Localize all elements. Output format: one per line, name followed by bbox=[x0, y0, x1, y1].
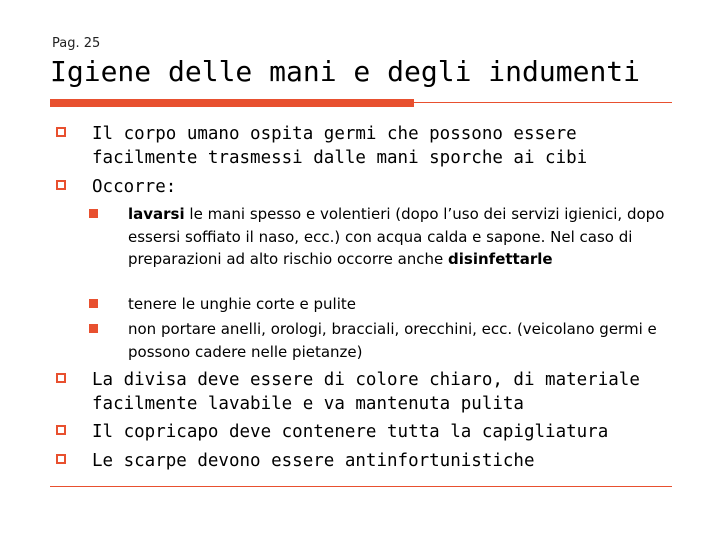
bullet-text: Le scarpe devono essere antinfortunistiche bbox=[92, 451, 535, 471]
hollow-square-bullet-icon bbox=[56, 180, 66, 190]
hollow-square-bullet-icon bbox=[56, 127, 66, 137]
hollow-square-bullet-icon bbox=[56, 373, 66, 383]
sub-bullet-bold-text: lavarsi bbox=[128, 205, 185, 223]
sub-bullet-text: non portare anelli, orologi, bracciali, orecchini, ecc. (veicolano germi e possono cadere nelle pietanze) bbox=[128, 320, 657, 361]
bullet-item bbox=[92, 368, 652, 416]
sub-bullet-bold-text: disinfettarle bbox=[448, 250, 553, 268]
bullet-text: Occorre: bbox=[92, 177, 177, 197]
sub-bullet-text: le mani spesso e volentieri (dopo l’uso dei servizi igienici, dopo essersi soffiato il naso, ecc.) con acqua calda e sapone. Nel caso di preparazioni ad alto rischio occorre anche bbox=[128, 205, 665, 268]
bullet-item bbox=[92, 449, 652, 473]
bullet-item bbox=[92, 420, 652, 444]
hollow-square-bullet-icon bbox=[56, 454, 66, 464]
bullet-text: Il corpo umano ospita germi che possono essere facilmente trasmessi dalle mani sporche ai cibi bbox=[92, 124, 588, 168]
sub-bullet-text: tenere le unghie corte e pulite bbox=[128, 295, 356, 313]
bullet-item bbox=[92, 122, 652, 170]
sub-bullet-item bbox=[128, 203, 668, 271]
bullet-item bbox=[92, 175, 652, 199]
footer-rule bbox=[50, 486, 672, 487]
page-label: Pag. 25 bbox=[52, 36, 101, 51]
filled-square-bullet-icon bbox=[89, 299, 98, 308]
slide-title: Igiene delle mani e degli indumenti bbox=[50, 55, 641, 88]
bullet-text: La divisa deve essere di colore chiaro, di materiale facilmente lavabile e va mantenuta pulita bbox=[92, 370, 640, 414]
filled-square-bullet-icon bbox=[89, 209, 98, 218]
hollow-square-bullet-icon bbox=[56, 425, 66, 435]
sub-bullet-item bbox=[128, 293, 668, 316]
filled-square-bullet-icon bbox=[89, 324, 98, 333]
sub-bullet-item bbox=[128, 318, 668, 363]
bullet-text: Il copricapo deve contenere tutta la capigliatura bbox=[92, 422, 609, 442]
